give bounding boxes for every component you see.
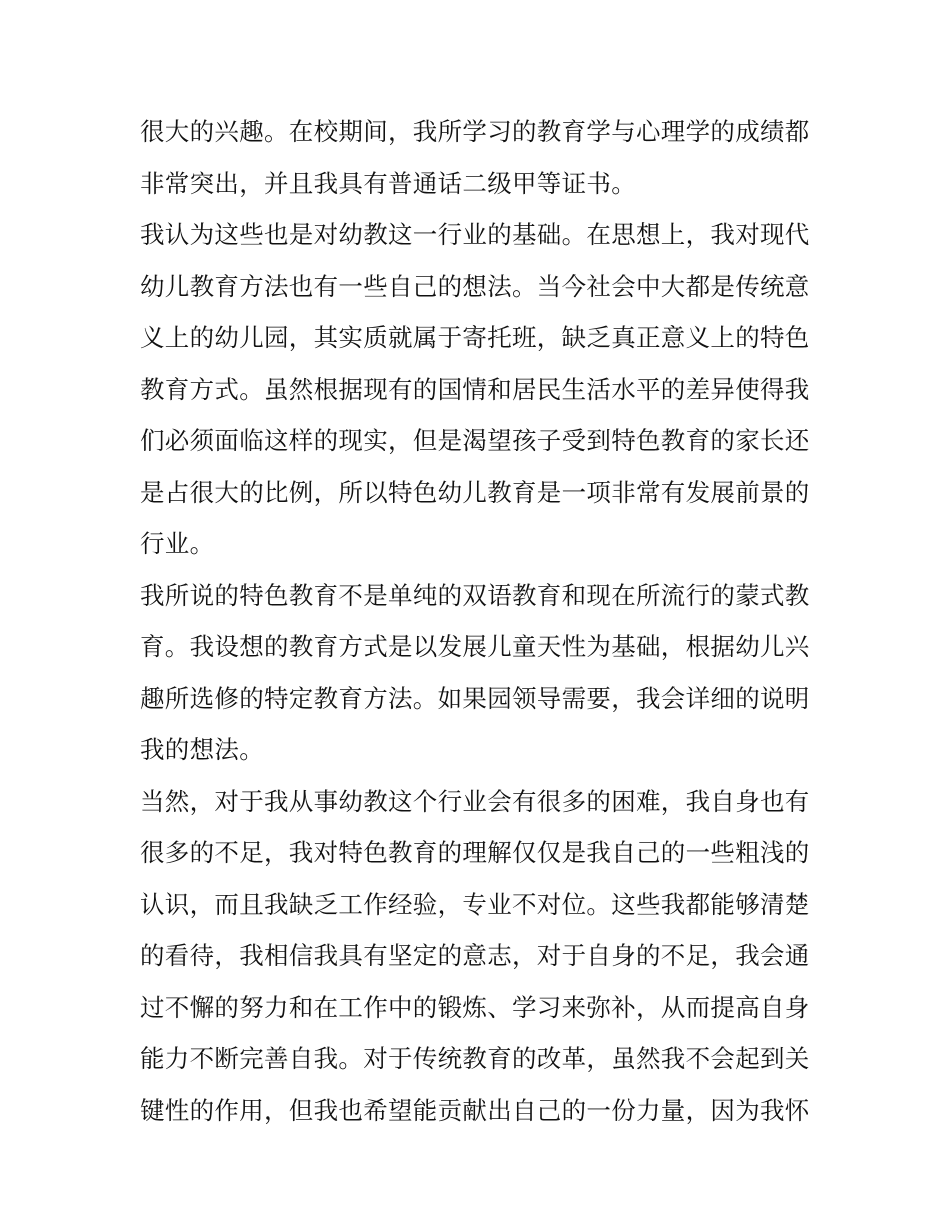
text-line-18: 过不懈的努力和在工作中的锻炼、学习来弥补，从而提高自身	[140, 992, 810, 1022]
body-text	[140, 106, 815, 1136]
text-line-7: 们必须面临这样的现实，但是渴望孩子受到特色教育的家长还	[140, 426, 810, 455]
text-line-10: 我所说的特色教育不是单纯的双语教育和现在所流行的蒙式教	[140, 580, 810, 610]
text-line-19: 能力不断完善自我。对于传统教育的改革，虽然我不会起到关	[140, 1044, 810, 1073]
text-line-4: 幼儿教育方法也有一些自己的想法。当今社会中大都是传统意	[140, 271, 810, 301]
text-line-9: 行业。	[140, 529, 215, 558]
text-line-13: 我的想法。	[140, 735, 264, 764]
text-line-17: 的看待，我相信我具有坚定的意志，对于自身的不足，我会通	[140, 941, 810, 970]
text-line-1: 很大的兴趣。在校期间，我所学习的教育学与心理学的成绩都	[140, 117, 810, 146]
text-line-2: 非常突出，并且我具有普通话二级甲等证书。	[140, 168, 636, 198]
text-line-16: 认识，而且我缺乏工作经验，专业不对位。这些我都能够清楚	[140, 889, 810, 919]
text-line-15: 很多的不足，我对特色教育的理解仅仅是我自己的一些粗浅的	[140, 838, 810, 867]
text-line-20: 键性的作用，但我也希望能贡献出自己的一份力量，因为我怀	[140, 1095, 810, 1125]
text-line-11: 育。我设想的教育方式是以发展儿童天性为基础，根据幼儿兴	[140, 632, 810, 661]
text-line-8: 是占很大的比例，所以特色幼儿教育是一项非常有发展前景的	[140, 477, 810, 507]
text-line-14: 当然，对于我从事幼教这个行业会有很多的困难，我自身也有	[140, 786, 810, 816]
text-line-3: 我认为这些也是对幼教这一行业的基础。在思想上，我对现代	[140, 220, 810, 249]
text-line-12: 趣所选修的特定教育方法。如果园领导需要，我会详细的说明	[140, 683, 810, 713]
text-line-5: 义上的幼儿园，其实质就属于寄托班，缺乏真正意义上的特色	[140, 323, 810, 352]
text-line-6: 教育方式。虽然根据现有的国情和居民生活水平的差异使得我	[140, 374, 810, 404]
